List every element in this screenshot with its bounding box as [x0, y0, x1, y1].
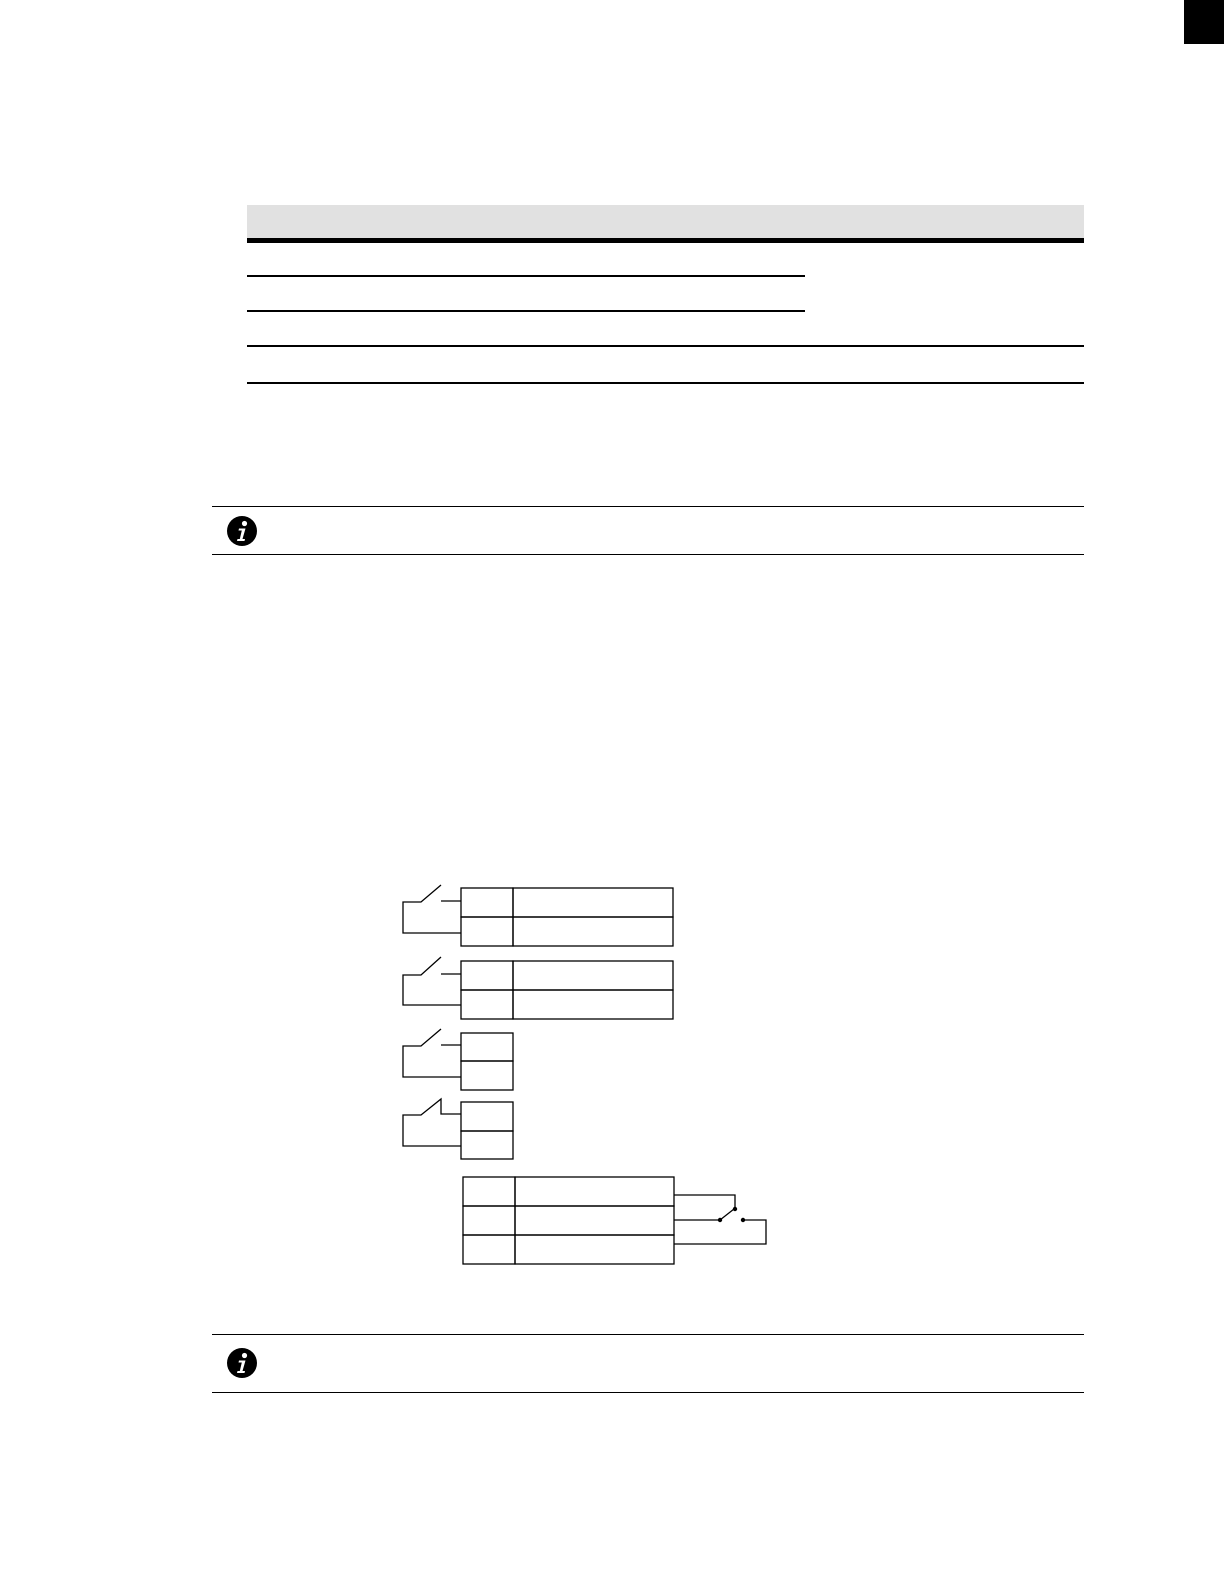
label-cell — [513, 917, 673, 946]
note-top-rule — [212, 1334, 1084, 1335]
terminal-block-3 — [403, 1029, 513, 1090]
terminal-cell — [461, 888, 513, 917]
terminal-cell — [463, 1177, 515, 1206]
terminal-cell — [463, 1206, 515, 1235]
terminal-cell — [463, 1235, 515, 1264]
label-cell — [515, 1177, 674, 1206]
label-cell — [513, 888, 673, 917]
terminal-cell — [461, 961, 513, 990]
label-cell — [513, 990, 673, 1019]
label-cell — [515, 1235, 674, 1264]
contact-switch — [403, 957, 461, 1005]
info-icon — [226, 1347, 258, 1379]
terminal-block-2 — [403, 957, 673, 1019]
contact-switch — [403, 1029, 461, 1077]
terminal-cell — [461, 990, 513, 1019]
terminal-cell — [461, 1033, 513, 1061]
terminal-cell — [461, 1131, 513, 1159]
terminal-block-1 — [403, 885, 673, 946]
label-cell — [513, 961, 673, 990]
terminal-cell — [461, 917, 513, 946]
label-cell — [515, 1206, 674, 1235]
terminal-cell — [461, 1102, 513, 1131]
contact-switch — [403, 1099, 461, 1146]
contact-switch — [403, 885, 461, 933]
terminal-cell — [461, 1061, 513, 1090]
note-bottom-rule — [212, 1392, 1084, 1393]
terminal-block-4 — [403, 1099, 513, 1159]
